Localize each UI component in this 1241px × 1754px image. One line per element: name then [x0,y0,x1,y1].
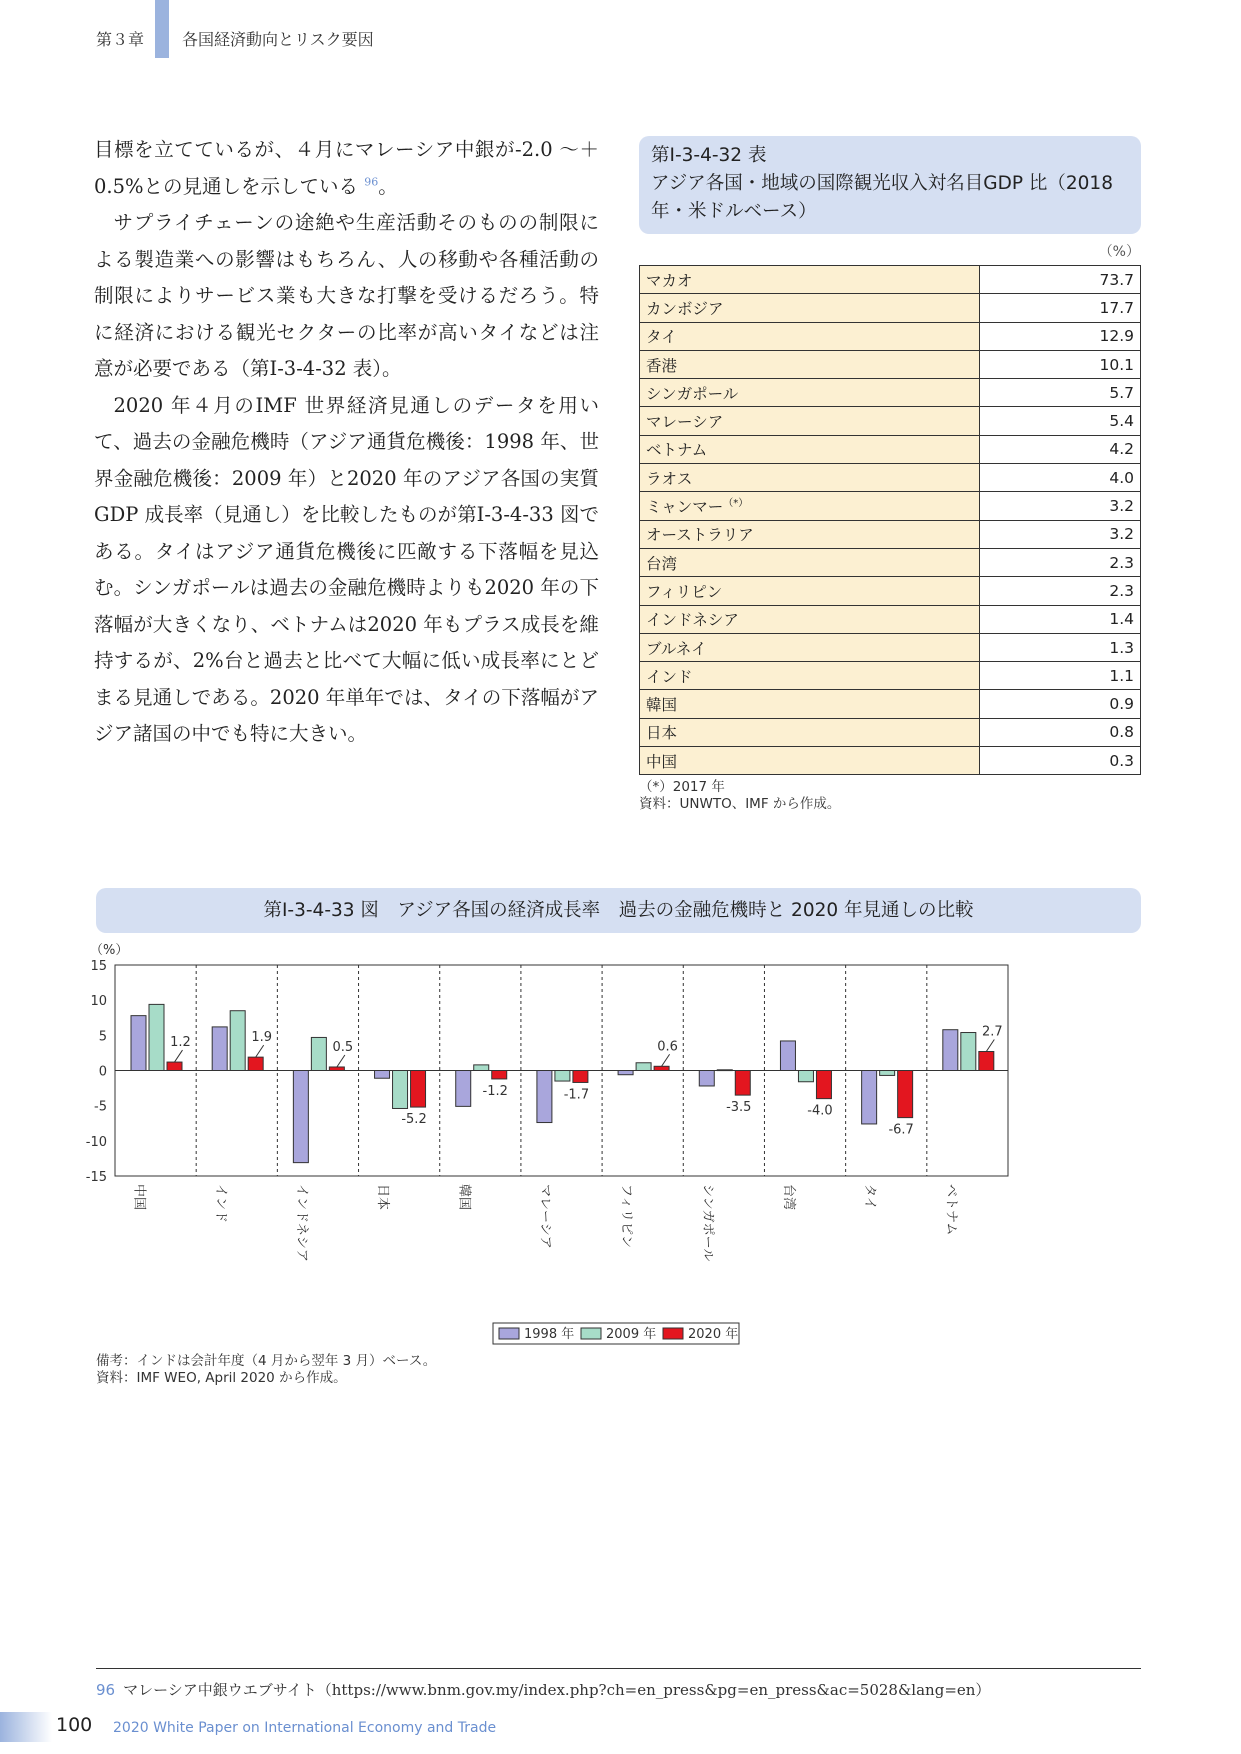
row-value: 12.9 [980,322,1141,350]
y-tick-label: 10 [90,994,107,1010]
y-tick-label: 5 [98,1029,107,1045]
row-value: 1.3 [980,633,1141,661]
row-name [640,407,980,435]
bar-2009 [393,1071,408,1109]
row-name [640,520,980,548]
table-row [640,407,1141,435]
row-name [640,464,980,492]
row-mark: （*） [723,498,749,510]
legend-swatch [663,1328,683,1339]
row-value: 17.7 [980,294,1141,322]
row-name [640,662,980,690]
bar-1998 [212,1027,227,1071]
row-name [640,294,980,322]
y-tick-label: 15 [90,959,107,974]
bar-2009 [149,1004,164,1070]
bar-2020 [411,1071,426,1108]
row-name-text: インド [646,667,693,686]
bar-2020 [979,1052,994,1071]
header-accent-bar [155,0,169,58]
row-name-text: マレーシア [646,413,724,432]
row-name-text: 日本 [646,724,678,743]
legend-label: 1998 年 [524,1327,575,1342]
data-label-leader [337,1055,345,1067]
bar-2009 [961,1033,976,1071]
table-row [640,379,1141,407]
row-name [640,718,980,746]
row-value: 0.3 [980,747,1141,775]
row-value: 3.2 [980,492,1141,520]
x-tick-label: シンガポール [699,1184,715,1262]
body-text [94,132,599,753]
x-tick-label: タイ [862,1184,878,1210]
chart-source: 資料：IMF WEO, April 2020 から作成。 [96,1370,347,1386]
row-name [640,747,980,775]
paragraph-1 [94,132,599,205]
table-caption [639,136,1141,234]
row-name [640,690,980,718]
row-value: 5.4 [980,407,1141,435]
data-label: -6.7 [888,1122,914,1138]
row-name-text: ブルネイ [646,639,707,658]
row-value: 3.2 [980,520,1141,548]
bar-1998 [780,1041,795,1071]
bar-2009 [230,1011,245,1071]
bar-1998 [943,1030,958,1071]
row-name [640,322,980,350]
data-label: -5.2 [401,1112,427,1128]
table-unit: （%） [1098,244,1140,260]
bar-2020 [329,1067,344,1071]
data-label: -1.2 [482,1083,508,1099]
row-value: 4.2 [980,435,1141,463]
bar-1998 [699,1071,714,1086]
bar-1998 [131,1016,146,1071]
bar-2009 [798,1071,813,1082]
row-name-text: 韓国 [646,696,678,715]
row-value: 2.3 [980,548,1141,576]
data-label-leader [256,1045,264,1057]
bar-2020 [654,1066,669,1070]
chart-remark: 備考：インドは会計年度（4 月から翌年 3 月）ベース。 [96,1353,437,1369]
x-tick-label: インド [212,1184,228,1224]
row-name-text: ベトナム [646,441,708,460]
row-value: 0.8 [980,718,1141,746]
row-name-text: ミャンマー [646,498,724,517]
table-row [640,662,1141,690]
row-name-text: シンガポール [646,384,739,403]
row-name-text: マカオ [646,271,693,290]
data-label-leader [175,1050,183,1062]
footer-accent [0,1712,52,1742]
table-row [640,435,1141,463]
table-row [640,577,1141,605]
row-name [640,605,980,633]
x-tick-label: 台湾 [781,1184,797,1211]
data-label: 0.5 [332,1039,354,1055]
bar-2020 [816,1071,831,1099]
y-tick-label: -10 [85,1134,107,1150]
data-label: 1.2 [170,1035,191,1051]
row-name-text: 中国 [646,752,678,771]
table-row [640,633,1141,661]
legend-label: 2009 年 [606,1327,657,1342]
bar-2020 [492,1071,507,1079]
paragraph-2: サプライチェーンの途絶や生産活動そのものの制限による製造業への影響はもちろん、人の移動や各種活動の制限によりサービス業も大きな打撃を受けるだろう。特に経済における観光セクターの比率が高いタイなどは注意が必要である（第Ⅰ-3-4-32 表）。 [94,211,599,380]
row-name-text: オーストラリア [646,526,754,545]
row-name-text: タイ [646,328,677,347]
table-row [640,690,1141,718]
bar-2020 [898,1071,913,1118]
table-notes [639,779,840,813]
row-name-text: フィリピン [646,582,723,601]
row-name [640,633,980,661]
y-axis-unit: （%） [90,943,129,958]
table-row [640,492,1141,520]
row-value: 0.9 [980,690,1141,718]
x-tick-label: 中国 [131,1184,147,1211]
row-value: 1.1 [980,662,1141,690]
row-name-text: カンボジア [646,299,724,318]
data-label: 0.6 [657,1039,678,1055]
data-label-leader [662,1054,670,1066]
row-name [640,435,980,463]
table-row [640,605,1141,633]
y-tick-label: -5 [94,1099,107,1115]
data-label-leader [986,1040,994,1052]
table-row [640,322,1141,350]
row-name [640,266,980,294]
x-tick-label: ベトナム [943,1184,959,1236]
bar-1998 [862,1071,877,1124]
row-value: 1.4 [980,605,1141,633]
bar-2009 [880,1071,895,1076]
x-tick-label: フィリピン [618,1184,634,1248]
table-row [640,718,1141,746]
bar-1998 [537,1071,552,1123]
bar-1998 [456,1071,471,1107]
bar-2020 [573,1071,588,1083]
chart-notes [96,1353,436,1387]
table-row [640,747,1141,775]
table-number: 第Ⅰ-3-4-32 表 [651,145,767,166]
table-row [640,520,1141,548]
table-row [640,350,1141,378]
chapter-label: 第３章 [96,30,145,49]
page-header [0,0,1241,60]
bar-2020 [167,1062,182,1070]
growth-rate-chart [85,940,1150,1345]
row-name-text: インドネシア [646,611,739,630]
y-tick-label: -15 [85,1170,107,1185]
x-tick-label: 韓国 [456,1184,472,1211]
table-source: 資料：UNWTO、IMF から作成。 [639,796,841,812]
row-name [640,492,980,520]
row-name [640,577,980,605]
y-tick-label: 0 [98,1064,107,1080]
bar-2009 [474,1065,489,1071]
x-tick-label: 日本 [375,1184,391,1211]
chart-caption: 第Ⅰ-3-4-33 図 アジア各国の経済成長率 過去の金融危機時と 2020 年見通しの比較 [96,888,1141,933]
data-label: -4.0 [807,1103,833,1119]
legend-swatch [499,1328,519,1339]
row-name-text: 香港 [646,356,678,375]
bar-2020 [735,1071,750,1096]
row-value: 5.7 [980,379,1141,407]
bar-2009 [311,1037,326,1070]
paragraph-3: 2020 年４月のIMF 世界経済見通しのデータを用いて、過去の金融危機時（アジア通貨危機後：1998 年、世界金融危機後：2009 年）と2020 年のアジア各国の実質GDP 成長率（見通し）を比較したものが第Ⅰ-3-4-33 図である。タイはアジア通貨危機後に匹敵する下落幅を見込む。シンガポールは過去の金融危機時よりも2020 年の下落幅が大きくなり、ベトナムは2020 年もプラス成長を維持するが、2%台と過去と比べて大幅に低い成長率にとどまる見通しである。2020 年単年では、タイの下落幅がアジア諸国の中でも特に大きい。 [94,393,599,745]
row-name [640,548,980,576]
row-value: 10.1 [980,350,1141,378]
bar-1998 [293,1071,308,1163]
row-value: 4.0 [980,464,1141,492]
table-row [640,266,1141,294]
row-name [640,379,980,407]
row-name [640,350,980,378]
x-tick-label: インドネシア [293,1184,309,1262]
data-label: 1.9 [251,1030,273,1046]
tourism-gdp-table [639,265,1141,775]
table-row [640,294,1141,322]
x-tick-label: マレーシア [537,1184,553,1249]
footnote [96,1679,990,1700]
page-number: 100 [56,1714,93,1736]
row-name-text: ラオス [646,469,693,488]
table-row [640,464,1141,492]
bar-2009 [555,1071,570,1082]
row-value: 2.3 [980,577,1141,605]
legend-swatch [581,1328,601,1339]
paragraph-1-text: 目標を立てているが、４月にマレーシア中銀が-2.0 ～＋0.5%との見通しを示している [94,138,599,198]
legend-label: 2020 年 [688,1327,739,1342]
footnote-text[interactable]: マレーシア中銀ウエブサイト（https://www.bnm.gov.my/index.php?ch=en_press&pg=en_press&ac=5028&lang=en） [123,1681,991,1699]
data-label: -1.7 [563,1087,590,1103]
table-row [640,548,1141,576]
publication-title: 2020 White Paper on International Economy and Trade [113,1720,497,1736]
table-note-asterisk: （*）2017 年 [639,779,725,795]
bar-1998 [618,1071,633,1075]
row-name-text: 台湾 [646,554,678,573]
bar-2020 [248,1057,263,1070]
data-label: -3.5 [726,1100,752,1116]
footnote-ref[interactable]: 96 [364,175,379,188]
paragraph-1-end: 。 [378,174,398,198]
footnote-divider [96,1668,1141,1669]
footnote-number: 96 [96,1681,116,1699]
bar-2009 [636,1063,651,1071]
chapter-title: 各国経済動向とリスク要因 [182,30,374,49]
table-title: アジア各国・地域の国際観光収入対名目GDP 比（2018 年・米ドルベース） [651,173,1113,222]
row-value: 73.7 [980,266,1141,294]
data-label: 2.7 [981,1024,1003,1040]
bar-1998 [375,1071,390,1079]
